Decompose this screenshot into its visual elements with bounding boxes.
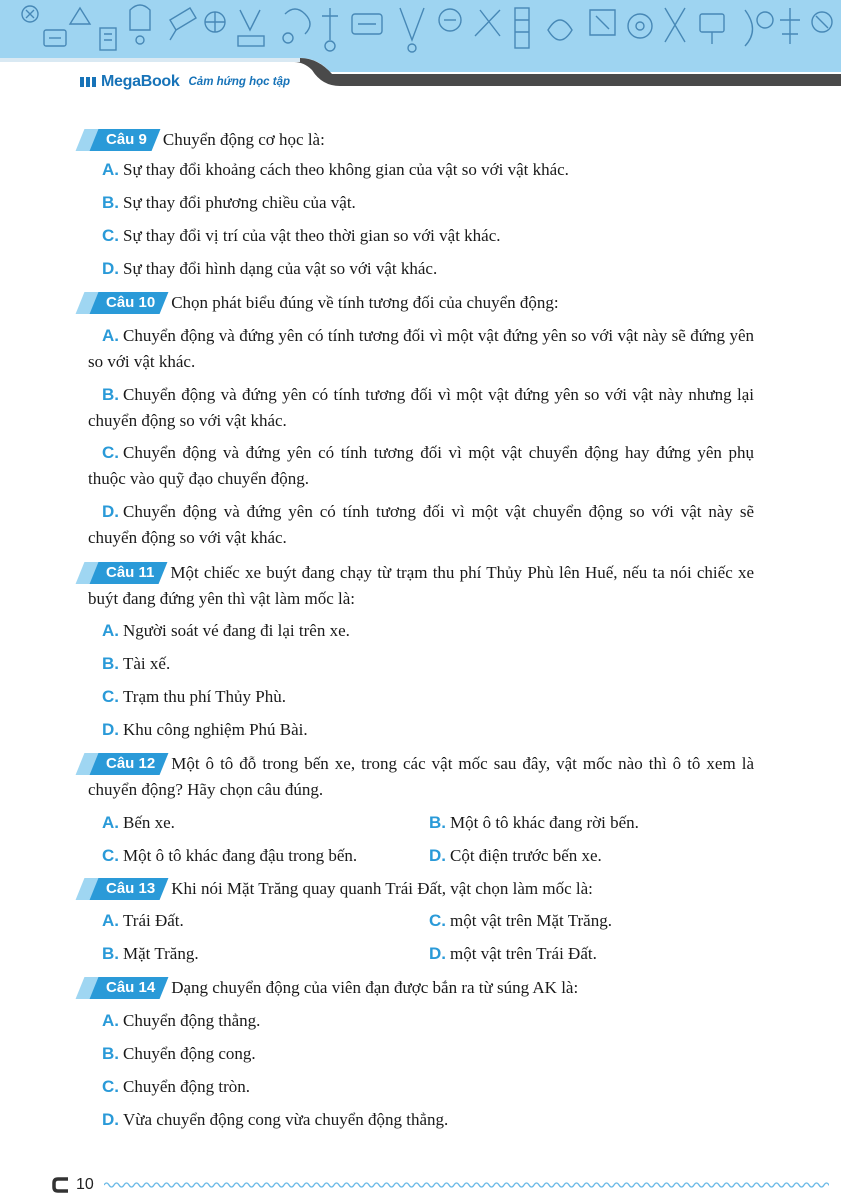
question-10-option-b: B. Chuyển động và đứng yên có tính tương đối vì một vật đứng yên so với vật này nhưng lại chuyển động so với vật khác. bbox=[88, 385, 754, 430]
question-10-option-c: C. Chuyển động và đứng yên có tính tương đối vì một vật chuyển động hay đứng yên phụ thuộc vào quỹ đạo chuyển động. bbox=[88, 443, 754, 488]
question-12-option-d: D. Cột điện trước bến xe. bbox=[429, 846, 602, 865]
question-13-stem bbox=[88, 876, 754, 902]
question-11-option-c: C. Trạm thu phí Thủy Phù. bbox=[102, 687, 286, 706]
question-text: Dạng chuyển động của viên đạn được bắn ra từ súng AK là: bbox=[171, 978, 579, 997]
question-14-option-d: D. Vừa chuyển động cong vừa chuyển động thẳng. bbox=[102, 1110, 449, 1129]
question-14-option-a: A. Chuyển động thẳng. bbox=[102, 1011, 261, 1030]
question-11-option-a: A. Người soát vé đang đi lại trên xe. bbox=[102, 621, 350, 640]
page-corner-icon bbox=[52, 1176, 70, 1194]
question-badge: Câu 12 bbox=[84, 753, 169, 775]
question-badge: Câu 9 bbox=[84, 129, 161, 151]
question-14-stem bbox=[88, 975, 754, 1001]
question-14-option-c: C. Chuyển động tròn. bbox=[102, 1077, 251, 1096]
question-12-option-b: B. Một ô tô khác đang rời bến. bbox=[429, 813, 639, 832]
page-footer bbox=[52, 1176, 94, 1194]
question-9-option-b: B. Sự thay đổi phương chiều của vật. bbox=[102, 193, 356, 212]
question-13-option-a: A. Trái Đất. bbox=[102, 911, 184, 930]
question-10-stem bbox=[88, 290, 754, 316]
question-9-option-d: D. Sự thay đổi hình dạng của vật so với vật khác. bbox=[102, 259, 438, 278]
page-number: 10 bbox=[76, 1176, 94, 1193]
question-11-option-d: D. Khu công nghiệm Phú Bài. bbox=[102, 720, 308, 739]
brand-name: MegaBook bbox=[101, 73, 180, 90]
question-badge: Câu 13 bbox=[84, 878, 169, 900]
question-text: Chuyển động cơ học là: bbox=[162, 130, 325, 149]
brand bbox=[80, 73, 290, 91]
question-9-stem bbox=[88, 127, 754, 153]
question-9-option-a: A. Sự thay đổi khoảng cách theo không gian của vật so với vật khác. bbox=[102, 160, 569, 179]
question-13-option-c: C. một vật trên Mặt Trăng. bbox=[429, 911, 612, 930]
question-text: Một ô tô đỗ trong bến xe, trong các vật mốc sau đây, vật mốc nào thì ô tô xem là chuyển động? Hãy chọn câu đúng. bbox=[88, 754, 754, 799]
question-badge: Câu 14 bbox=[84, 977, 169, 999]
question-badge: Câu 11 bbox=[84, 562, 168, 584]
question-12-option-c: C. Một ô tô khác đang đậu trong bến. bbox=[102, 846, 358, 865]
question-12-stem bbox=[88, 751, 754, 803]
question-badge: Câu 10 bbox=[84, 292, 169, 314]
brand-slogan: Cảm hứng học tập bbox=[188, 76, 290, 88]
question-text: Chọn phát biểu đúng về tính tương đối của chuyển động: bbox=[171, 293, 559, 312]
question-text: Khi nói Mặt Trăng quay quanh Trái Đất, vật chọn làm mốc là: bbox=[171, 879, 593, 898]
question-text: Một chiếc xe buýt đang chạy từ trạm thu phí Thủy Phù lên Huế, nếu ta nói chiếc xe buýt đang đứng yên thì vật làm mốc là: bbox=[88, 563, 754, 608]
question-13-option-d: D. một vật trên Trái Đất. bbox=[429, 944, 597, 963]
question-10-option-a: A. Chuyển động và đứng yên có tính tương đối vì một vật đứng yên so với vật này sẽ đứng yên so với vật khác. bbox=[88, 326, 754, 371]
question-11-stem bbox=[88, 560, 754, 612]
brand-logo-icon bbox=[80, 76, 98, 88]
question-10-option-d: D. Chuyển động và đứng yên có tính tương đối vì một vật chuyển động so với vật này sẽ chuyển động so với vật khác. bbox=[88, 502, 754, 547]
question-11-option-b: B. Tài xế. bbox=[102, 654, 171, 673]
footer-wave-divider bbox=[104, 1180, 829, 1190]
question-9-option-c: C. Sự thay đổi vị trí của vật theo thời gian so với vật khác. bbox=[102, 226, 501, 245]
question-14-option-b: B. Chuyển động cong. bbox=[102, 1044, 256, 1063]
question-12-option-a: A. Bến xe. bbox=[102, 813, 175, 832]
question-13-option-b: B. Mặt Trăng. bbox=[102, 944, 199, 963]
